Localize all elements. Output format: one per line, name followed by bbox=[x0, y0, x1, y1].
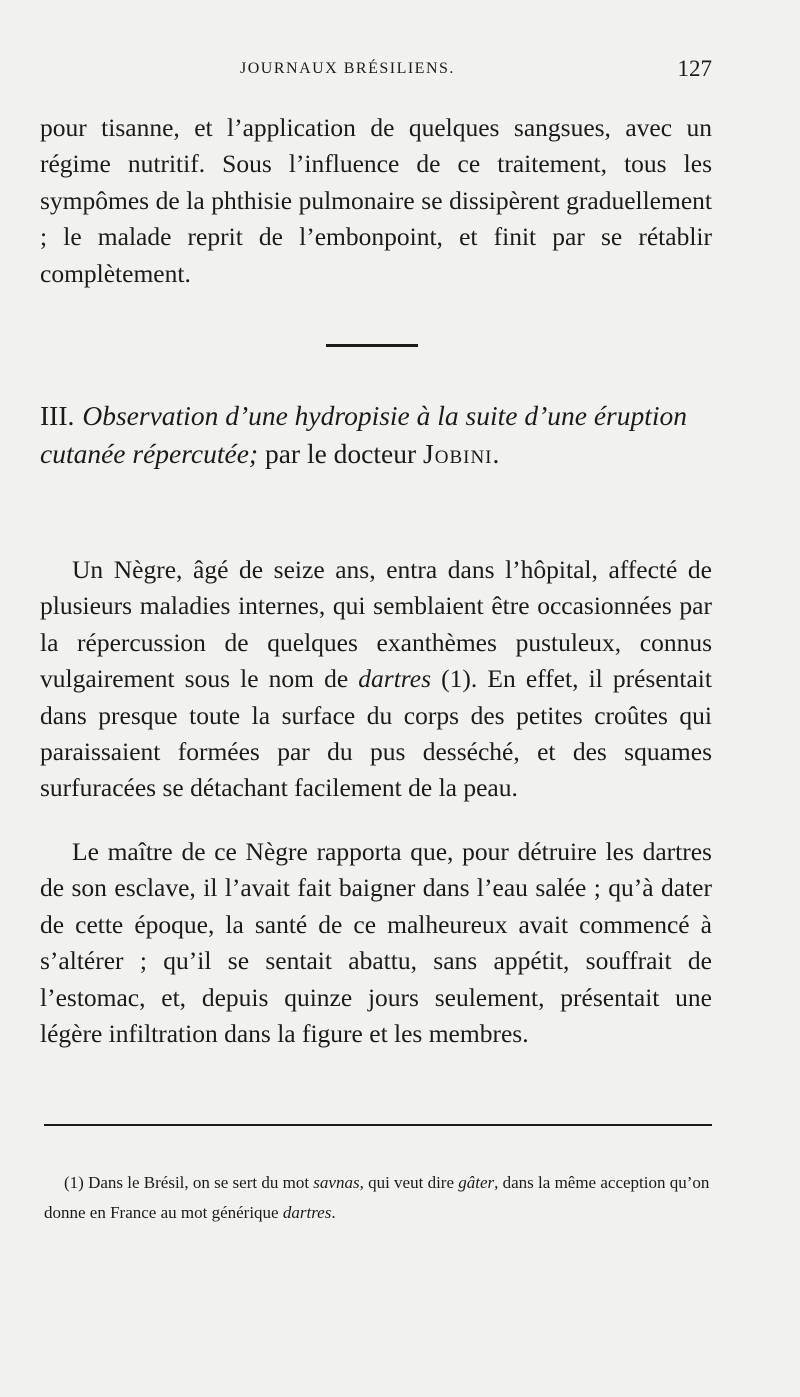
footnote-italic-1: savnas bbox=[313, 1173, 360, 1192]
paragraph2-after: (1). En effet, il présentait dans presque toute la surface du corps des petites croûtes qui paraissaient formées par du pus desséché, et des squames surfuracées se détachant facilement de la peau. bbox=[40, 664, 712, 803]
footnote-text-1: Dans le Brésil, on se sert du mot bbox=[83, 1173, 314, 1192]
footnote-italic-2: gâter bbox=[458, 1173, 495, 1192]
footnote-italic-3: dartres bbox=[282, 1203, 332, 1222]
paragraph2-before: Un Nègre, âgé de seize ans, entra dans l’hôpital, affecté de plusieurs maladies internes, qui semblaient être occasionnées par la répercussion de quelques exanthèmes pustuleux, connus vulgairement sous le nom de bbox=[40, 555, 712, 694]
paragraph-continuation: pour tisanne, et l’application de quelques sangsues, avec un régime nutritif. Sous l’influence de ce traitement, tous les sympômes de la phthisie pulmonaire se dissipèrent graduellement ; le malade reprit de l’embonpoint, et finit par se rétablir complètement. bbox=[40, 113, 712, 288]
section-title-italic: Observation d’une hydropisie à la suite d’une éruption cutanée répercutée; bbox=[40, 400, 688, 469]
section-number: III. bbox=[40, 400, 75, 431]
section-author: Jobini. bbox=[423, 438, 501, 469]
paragraph-history: Le maître de ce Nègre rapporta que, pour détruire les dartres de son esclave, il l’avait fait baigner dans l’eau salée ; qu’à dater de cette époque, la santé de ce malheureux avait commencé à s’altérer ; qu’il se sentait abattu, sans appétit, souffrait de l’estomac, et, depuis quinze jours seulement, présentait une légère infiltration dans la figure et les membres. bbox=[40, 837, 712, 1049]
section-heading bbox=[40, 397, 712, 473]
page-header bbox=[40, 56, 712, 90]
section-title-rest: par le docteur bbox=[258, 438, 424, 469]
footnote-text-2: , qui veut dire bbox=[359, 1173, 459, 1192]
footnote-text-4: . bbox=[331, 1203, 336, 1222]
footnote bbox=[44, 1168, 712, 1228]
paragraph2-italic: dartres bbox=[358, 664, 432, 694]
section-separator bbox=[326, 344, 418, 347]
footnote-text-3: , dans la même acception qu’on donne en France au mot générique bbox=[44, 1173, 710, 1222]
page-number: 127 bbox=[677, 56, 712, 81]
footnote-marker: (1) bbox=[64, 1173, 84, 1192]
paragraph-observation bbox=[40, 552, 712, 807]
footnote-separator bbox=[44, 1124, 712, 1126]
running-head: JOURNAUX BRÉSILIENS. bbox=[240, 60, 455, 77]
